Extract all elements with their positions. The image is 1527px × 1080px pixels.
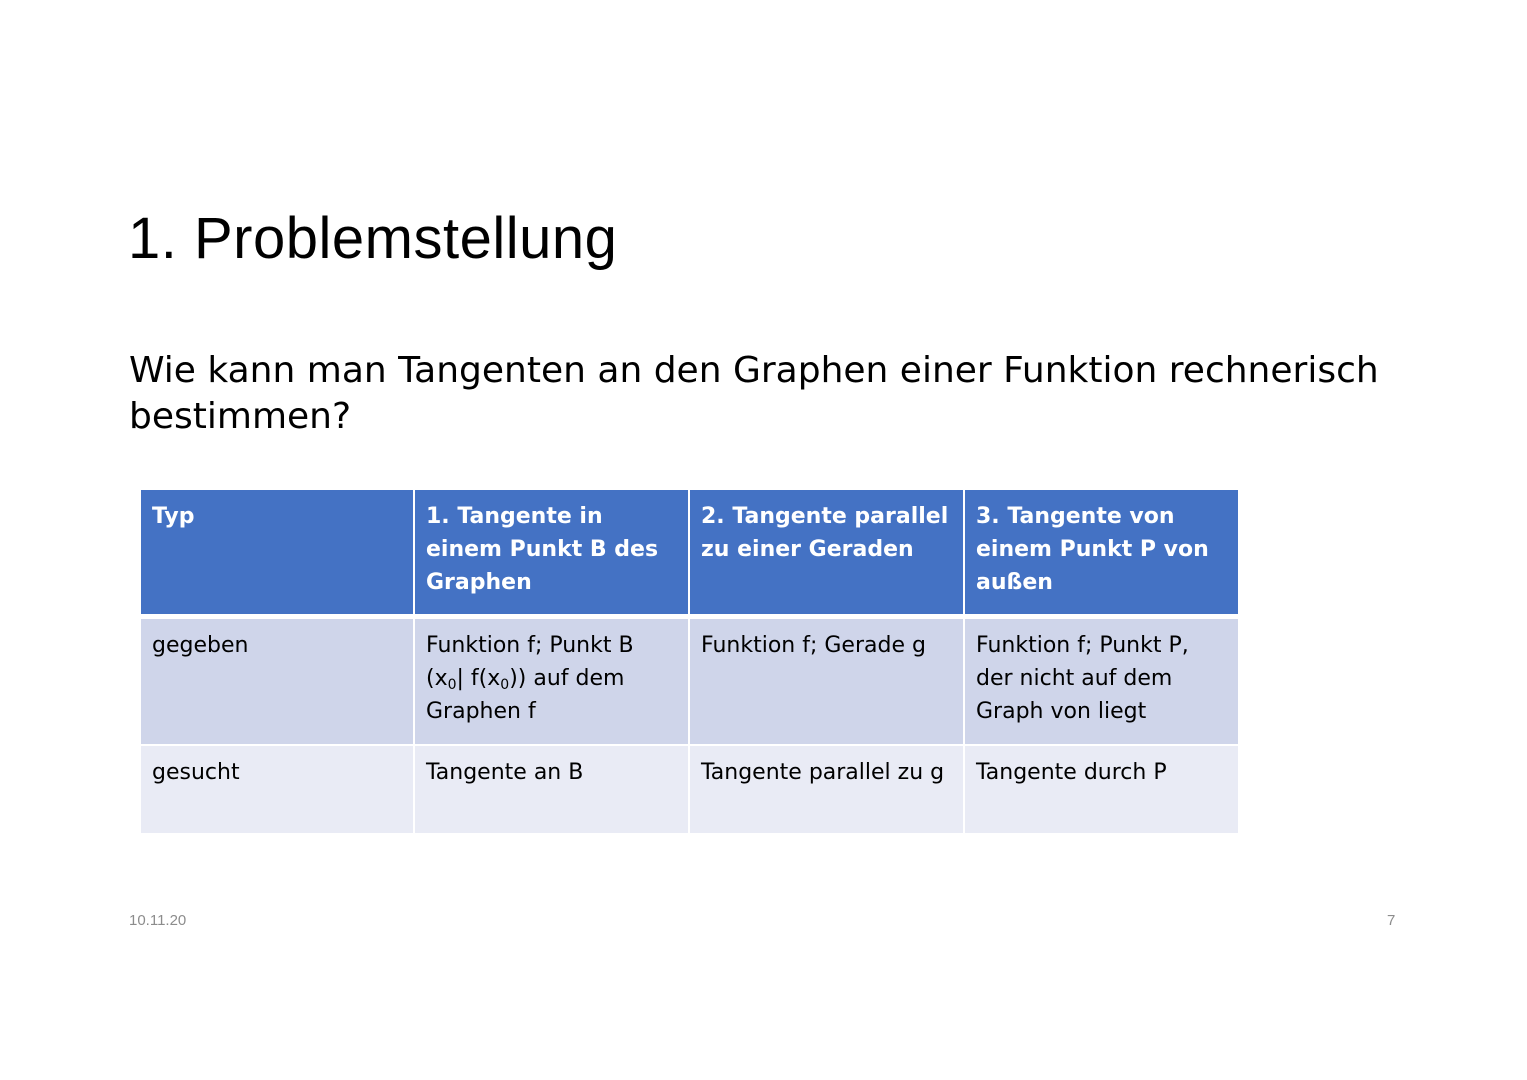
table-cell: Tangente durch P	[964, 745, 1239, 834]
subscript: 0	[500, 677, 510, 693]
table-cell: Tangente parallel zu g	[689, 745, 964, 834]
cell-line: Graphen f	[426, 699, 536, 724]
slide-question: Wie kann man Tangenten an den Graphen einer Funktion rechnerisch bestimmen?	[129, 350, 1379, 437]
comparison-table	[139, 488, 1240, 835]
table-header-cell: 2. Tangente parallel zu einer Geraden	[689, 489, 964, 617]
table-header-row	[140, 489, 1239, 617]
cell-text: (x	[426, 666, 448, 691]
table-cell: Funktion f; Punkt P, der nicht auf dem Graph von liegt	[964, 617, 1239, 746]
table-cell	[414, 617, 689, 746]
table-header-cell: 3. Tangente von einem Punkt P von außen	[964, 489, 1239, 617]
row-label: gegeben	[140, 617, 414, 746]
table-cell: Funktion f; Gerade g	[689, 617, 964, 746]
page-number: 7	[1387, 912, 1396, 929]
table-row	[140, 617, 1239, 746]
cell-line: Funktion f; Punkt B	[426, 633, 634, 658]
row-label: gesucht	[140, 745, 414, 834]
slide-title: 1. Problemstellung	[128, 206, 618, 271]
cell-text: | f(x	[456, 666, 501, 691]
table-header-cell: Typ	[140, 489, 414, 617]
table-row	[140, 745, 1239, 834]
footer-date: 10.11.20	[129, 912, 187, 929]
table-cell: Tangente an B	[414, 745, 689, 834]
subscript: 0	[447, 677, 457, 693]
table-header-cell: 1. Tangente in einem Punkt B des Graphen	[414, 489, 689, 617]
cell-text: )) auf dem	[509, 666, 625, 691]
